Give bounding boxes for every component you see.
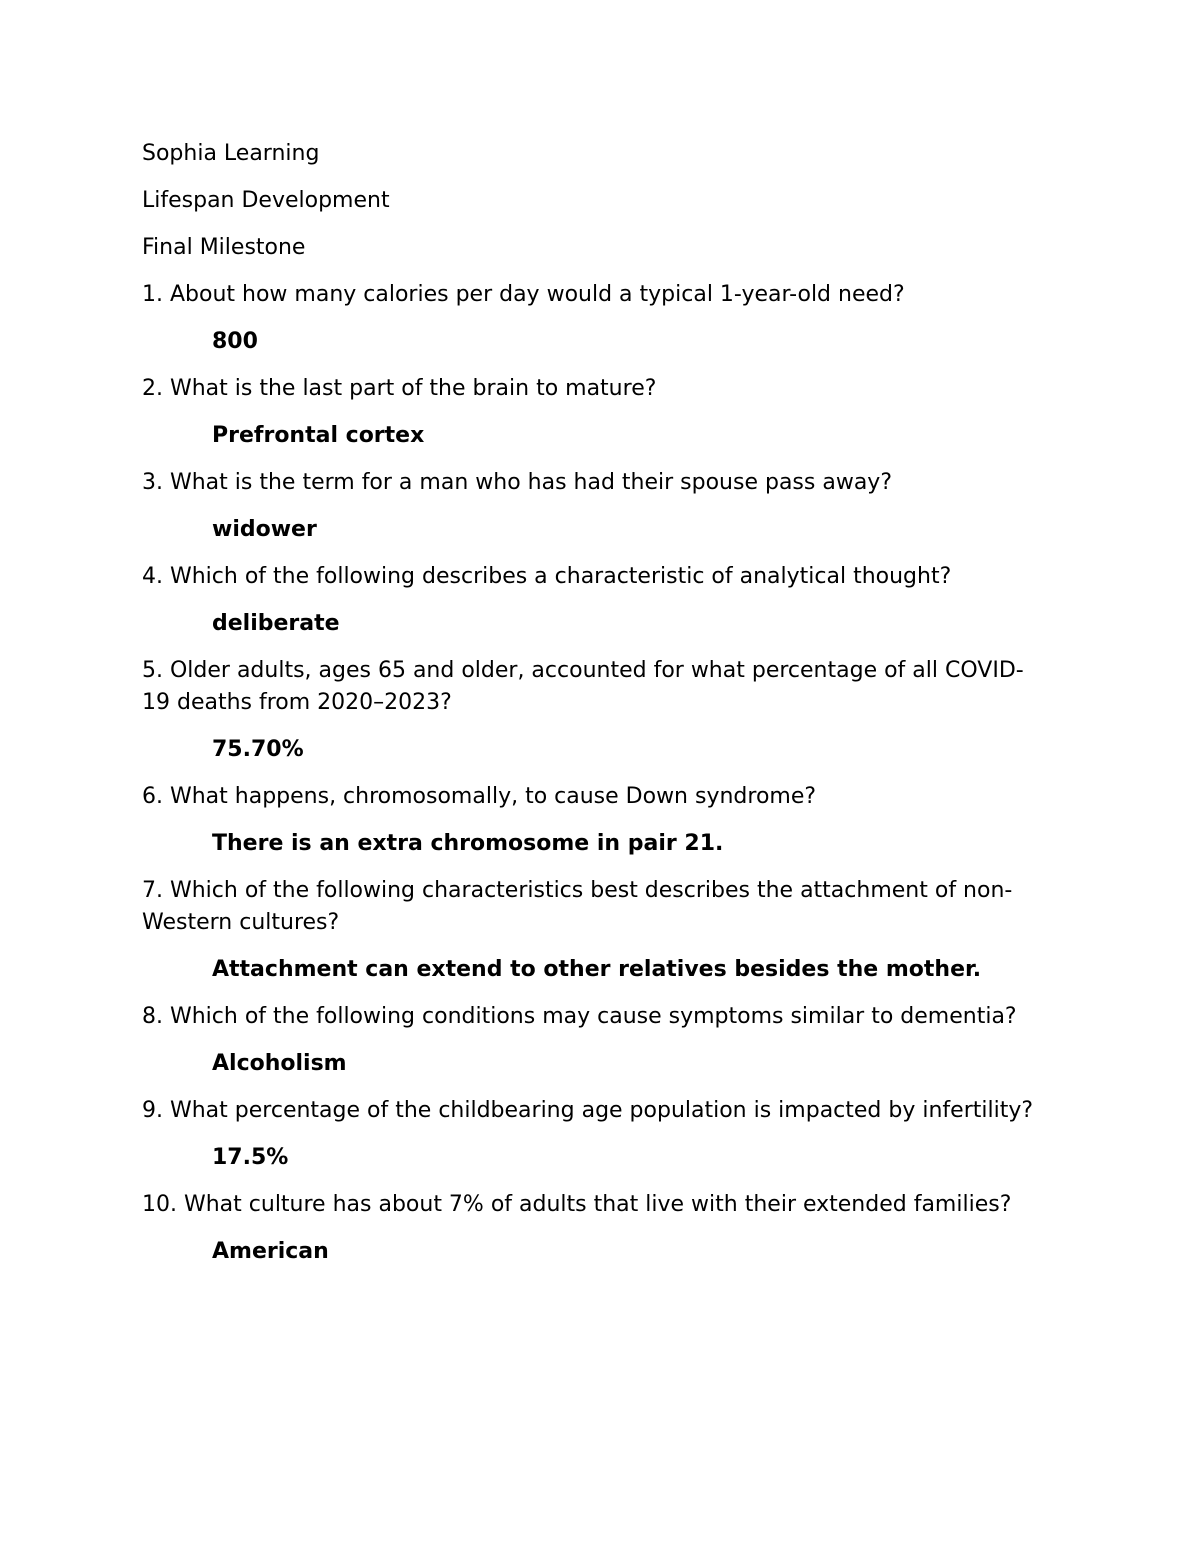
answer-text: There is an extra chromosome in pair 21. bbox=[212, 831, 724, 856]
question-text: 1. About how many calories per day would a typical 1-year-old need? bbox=[142, 282, 905, 307]
course-provider: Sophia Learning bbox=[142, 141, 320, 166]
question-text: 2. What is the last part of the brain to mature? bbox=[142, 376, 657, 401]
answer-text: 75.70% bbox=[212, 737, 304, 762]
course-title: Lifespan Development bbox=[142, 188, 390, 213]
qa-item-6 bbox=[142, 781, 1042, 860]
answer-text: 800 bbox=[212, 329, 258, 354]
answer-text: Prefrontal cortex bbox=[212, 423, 425, 448]
qa-item-4 bbox=[142, 561, 1042, 640]
qa-item-7 bbox=[142, 875, 1042, 986]
qa-item-5 bbox=[142, 655, 1042, 766]
qa-item-9 bbox=[142, 1095, 1042, 1174]
question-text: 6. What happens, chromosomally, to cause Down syndrome? bbox=[142, 784, 817, 809]
assignment-title: Final Milestone bbox=[142, 235, 306, 260]
question-text: 3. What is the term for a man who has had their spouse pass away? bbox=[142, 470, 892, 495]
qa-item-8 bbox=[142, 1001, 1042, 1080]
answer-text: deliberate bbox=[212, 611, 340, 636]
answer-text: American bbox=[212, 1239, 329, 1264]
qa-item-2 bbox=[142, 373, 1042, 452]
qa-item-3 bbox=[142, 467, 1042, 546]
question-text: 4. Which of the following describes a characteristic of analytical thought? bbox=[142, 564, 952, 589]
answer-text: Alcoholism bbox=[212, 1051, 347, 1076]
question-text: 8. Which of the following conditions may cause symptoms similar to dementia? bbox=[142, 1004, 1017, 1029]
question-text: 9. What percentage of the childbearing age population is impacted by infertility? bbox=[142, 1098, 1034, 1123]
answer-text: 17.5% bbox=[212, 1145, 289, 1170]
question-text: 7. Which of the following characteristics best describes the attachment of non-Western cultures? bbox=[142, 878, 1013, 935]
answer-text: Attachment can extend to other relatives besides the mother. bbox=[212, 957, 982, 982]
answer-text: widower bbox=[212, 517, 317, 542]
document-body bbox=[142, 138, 1042, 1283]
qa-item-1 bbox=[142, 279, 1042, 358]
question-text: 10. What culture has about 7% of adults that live with their extended families? bbox=[142, 1192, 1012, 1217]
qa-item-10 bbox=[142, 1189, 1042, 1268]
question-text: 5. Older adults, ages 65 and older, accounted for what percentage of all COVID-19 deaths from 2020–2023? bbox=[142, 658, 1024, 715]
